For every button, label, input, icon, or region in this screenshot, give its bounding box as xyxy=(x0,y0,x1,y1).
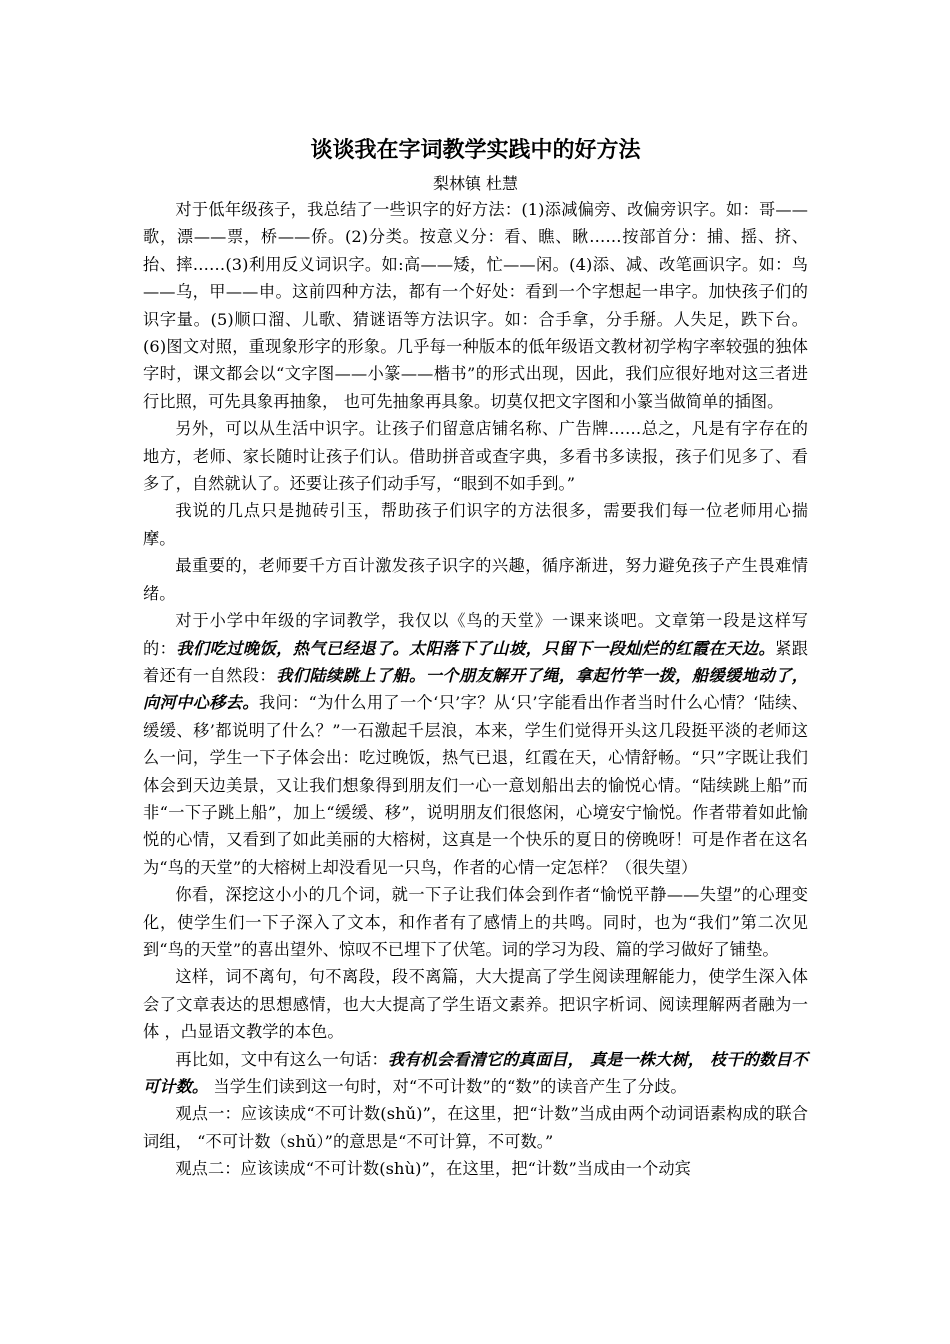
paragraph-text: 对于低年级孩子，我总结了一些识字的好方法：(1)添减偏旁、改偏旁识字。如：哥——歌，漂——票，桥——侨。(2)分类。按意义分：看、瞧、瞅……按部首分：捕、摇、挤、抬、摔……(3)利用反义词识字。如:高——矮，忙——闲。(4)添、减、改笔画识字。如：鸟——乌，甲——申。这前四种方法，都有一个好处：看到一个字想起一串字。加快孩子们的识字量。(5)顺口溜、儿歌、猜谜语等方法识字。如：合手拿，分手掰。人失足，跌下台。(6)图文对照，重现象形字的形象。几乎每一种版本的低年级语文教材初学构字率较强的独体字时，课文都会以“文字图——小篆——楷书”的形式出现，因此，我们应很好地对这三者进行比照，可先具象再抽象， 也可先抽象再具象。切莫仅把文字图和小篆当做简单的插图。 xyxy=(143,200,808,411)
document-page xyxy=(143,130,808,1183)
paragraph-text: 这样，词不离句，句不离段，段不离篇，大大提高了学生阅读理解能力，使学生深入体会了文章表达的思想感情，也大大提高了学生语文素养。把识字析词、阅读理解两者融为一体 ，凸显语文教学的本色。 xyxy=(143,967,808,1042)
paragraph-text: 你看，深挖这小小的几个词，就一下子让我们体会到作者“愉悦平静——失望”的心理变化，使学生们一下子深入了文本，和作者有了感情上的共鸣。同时，也为“我们”第二次见到“鸟的天堂”的喜出望外、惊叹不已埋下了伏笔。词的学习为段、篇的学习做好了铺垫。 xyxy=(143,885,808,959)
paragraph xyxy=(143,607,808,881)
paragraph-text: 再比如，文中有这么一句话： xyxy=(175,1049,388,1069)
paragraph xyxy=(143,497,808,552)
paragraph-text: 当学生们读到这一句时，对“不可计数”的“数”的读音产生了分歧。 xyxy=(208,1077,687,1096)
document-author: 梨林镇 杜慧 xyxy=(432,174,519,193)
document-body xyxy=(143,196,808,1183)
paragraph xyxy=(143,415,808,497)
paragraph-text: 另外，可以从生活中识字。让孩子们留意店铺名称、广告牌……总之，凡是有字存在的地方，老师、家长随时让孩子们认。借助拼音或查字典，多看书多读报，孩子们见多了、看多了，自然就认了。还要让孩子们动手写，“眼到不如手到。” xyxy=(143,419,808,494)
paragraph-text: 观点一：应该读成“不可计数(shǔ)”，在这里，把“计数”当成由两个动词语素构成的联合词组， “不可计数（shǔ）”的意思是“不可计算，不可数。” xyxy=(143,1104,808,1151)
paragraph xyxy=(143,963,808,1045)
paragraph-text: 观点二：应该读成“不可计数(shù)”，在这里，把“计数”当成由一个动宾 xyxy=(175,1159,691,1179)
paragraph-text: 我说的几点只是抛砖引玉，帮助孩子们识字的方法很多，需要我们每一位老师用心揣摩。 xyxy=(143,501,808,548)
paragraph-text: 最重要的，老师要千方百计激发孩子识字的兴趣，循序渐进，努力避免孩子产生畏难情绪。 xyxy=(143,556,808,603)
paragraph-text: 紧跟着还有一自然段： xyxy=(143,638,808,685)
emphasized-quote: 我有机会看清它的真面目， 真是一株大树， 枝干的数目不可计数。 xyxy=(143,1049,808,1096)
paragraph xyxy=(143,881,808,963)
paragraph-text: 我问：“为什么用了一个‘只’字？从‘只’字能看出作者当时什么心情？‘陆续、缓缓、移’都说明了什么？”一石激起千层浪，本来，学生们觉得开头这几段挺平淡的老师这么一问，学生一下子体会出：吃过晚饭，热气已退，红霞在天，心情舒畅。“只”字既让我们体会到天边美景，又让我们想象得到朋友们一心一意划船出去的愉悦心情。“陆续跳上船”而非“一下子跳上船”，加上“缓缓、移”，说明朋友们很悠闲，心境安宁愉悦。作者带着如此愉悦的心情，又看到了如此美丽的大榕树，这真是一个快乐的夏日的傍晚呀！可是作者在这名为“鸟的天堂”的大榕树上却没看见一只鸟，作者的心情一定怎样？（很失望） xyxy=(143,693,809,877)
paragraph xyxy=(143,196,808,415)
paragraph xyxy=(143,1100,808,1155)
paragraph-text: 对于小学中年级的字词教学，我仅以《鸟的天堂》一课来谈吧。文章第一段是这样写的： xyxy=(143,611,808,658)
paragraph xyxy=(143,1155,808,1182)
paragraph xyxy=(143,552,808,607)
document-title: 谈谈我在字词教学实践中的好方法 xyxy=(310,138,641,163)
emphasized-quote: 我们吃过晚饭，热气已经退了。太阳落下了山坡，只留下一段灿烂的红霞在天边。 xyxy=(176,638,776,658)
emphasized-quote: 我们陆续跳上了船。一个朋友解开了绳，拿起竹竿一拨，船缓缓地动了，向河中心移去。 xyxy=(143,665,808,713)
paragraph xyxy=(143,1046,808,1101)
